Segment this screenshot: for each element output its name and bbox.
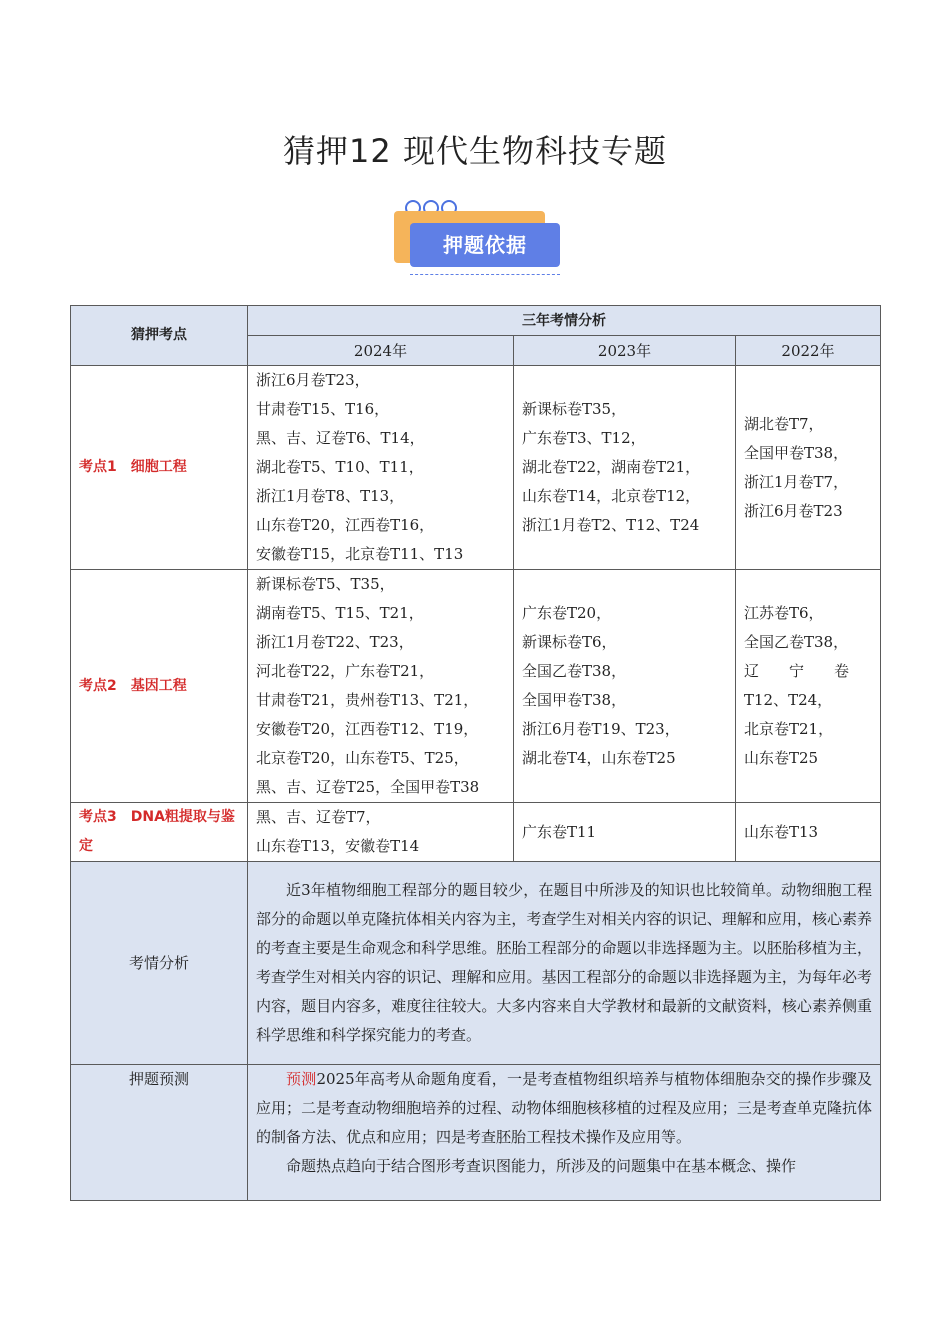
header-year-2024: 2024年 xyxy=(248,336,514,366)
prediction-lead-word: 预测 xyxy=(286,1070,317,1088)
exam-item: 湖北卷T4，山东卷T25 xyxy=(522,749,676,767)
exam-item: 山东卷T14，北京卷T12， xyxy=(522,487,701,505)
exam-item: 湖南卷T5、T15、T21， xyxy=(256,604,424,622)
exam-item: 黑、吉、辽卷T25，全国甲卷T38 xyxy=(256,778,480,796)
topic-cell: 考点2 基因工程 xyxy=(71,570,248,803)
analysis-text-cell xyxy=(248,862,881,1065)
header-analysis-title: 三年考情分析 xyxy=(248,306,881,336)
header-year-2023: 2023年 xyxy=(514,336,736,366)
exam-item: 北京卷T20，山东卷T5、T25， xyxy=(256,749,469,767)
header-year-2022: 2022年 xyxy=(736,336,881,366)
exam-item: 辽 宁 卷 xyxy=(744,662,850,680)
cell-2022 xyxy=(736,366,881,570)
exam-item: 浙江6月卷T23， xyxy=(256,371,370,389)
cell-2023 xyxy=(514,803,736,862)
exam-item: 湖北卷T5、T10、T11， xyxy=(256,458,424,476)
prediction-text-cell xyxy=(248,1065,881,1201)
exam-item: 全国乙卷T38， xyxy=(744,633,849,651)
cell-2022 xyxy=(736,570,881,803)
analysis-label: 考情分析 xyxy=(71,862,248,1065)
table-row xyxy=(71,803,881,862)
exam-item: 安徽卷T20，江西卷T12、T19， xyxy=(256,720,479,738)
cell-2024 xyxy=(248,366,514,570)
exam-item: 山东卷T13 xyxy=(744,822,819,841)
analysis-row xyxy=(71,862,881,1065)
exam-item: 湖北卷T22，湖南卷T21， xyxy=(522,458,701,476)
prediction-label: 押题预测 xyxy=(71,1065,248,1201)
exam-item: 浙江6月卷T23 xyxy=(744,501,843,520)
badge-label: 押题依据 xyxy=(410,223,560,267)
exam-item: 安徽卷T15，北京卷T11、T13 xyxy=(256,545,464,563)
exam-item: 山东卷T25 xyxy=(744,749,819,767)
exam-item: 黑、吉、辽卷T6、T14， xyxy=(256,429,425,447)
exam-item: 新课标卷T35， xyxy=(522,400,627,418)
prediction-paragraph-1 xyxy=(256,1065,872,1152)
analysis-table xyxy=(70,305,881,1201)
exam-item: 浙江1月卷T22、T23， xyxy=(256,633,414,651)
cell-2022 xyxy=(736,803,881,862)
table-row xyxy=(71,366,881,570)
exam-item: 北京卷T21， xyxy=(744,720,834,738)
exam-item: 浙江1月卷T8、T13， xyxy=(256,487,405,505)
analysis-text: 近3年植物细胞工程部分的题目较少，在题目中所涉及的知识也比较简单。动物细胞工程部分的命题以单克隆抗体相关内容为主，考查学生对相关内容的识记、理解和应用，核心素养的考查主要是生命观念和科学思维。胚胎工程部分的命题以非选择题为主。以胚胎移植为主，考查学生对相关内容的识记、理解和应用。基因工程部分的命题以非选择题为主，为每年必考内容，题目内容多，难度往往较大。大多内容来自大学教材和最新的文献资料，核心素养侧重科学思维和科学探究能力的考查。 xyxy=(256,881,873,1044)
cell-2023 xyxy=(514,570,736,803)
exam-item: 浙江1月卷T7， xyxy=(744,472,849,491)
badge-dashed-underline xyxy=(410,274,560,275)
exam-item: 浙江6月卷T19、T23， xyxy=(522,720,680,738)
exam-item: 广东卷T3、T12， xyxy=(522,429,646,447)
exam-item: 新课标卷T5、T35， xyxy=(256,575,395,593)
exam-item: 全国甲卷T38， xyxy=(522,691,627,709)
exam-item: T12、T24， xyxy=(744,691,833,709)
exam-item: 山东卷T13，安徽卷T14 xyxy=(256,837,420,855)
exam-item: 浙江1月卷T2、T12、T24 xyxy=(522,516,700,534)
exam-item: 新课标卷T6， xyxy=(522,633,617,651)
header-topic: 猜押考点 xyxy=(71,306,248,366)
exam-item: 全国乙卷T38， xyxy=(522,662,627,680)
exam-item: 河北卷T22，广东卷T21， xyxy=(256,662,435,680)
exam-item: 湖北卷T7， xyxy=(744,414,824,433)
exam-item: 甘肃卷T21，贵州卷T13、T21， xyxy=(256,691,479,709)
exam-item: 广东卷T11 xyxy=(522,822,597,841)
table-row xyxy=(71,570,881,803)
prediction-paragraph-2: 命题热点趋向于结合图形考查识图能力，所涉及的问题集中在基本概念、操作 xyxy=(286,1157,797,1175)
exam-item: 甘肃卷T15、T16， xyxy=(256,400,390,418)
section-badge xyxy=(393,196,565,282)
exam-item: 广东卷T20， xyxy=(522,604,612,622)
prediction-row xyxy=(71,1065,881,1201)
page-title: 猜押12 现代生物科技专题 xyxy=(283,132,667,170)
exam-item: 黑、吉、辽卷T7， xyxy=(256,808,381,826)
topic-cell: 考点3 DNA粗提取与鉴定 xyxy=(71,803,248,862)
prediction-text: 2025年高考从命题角度看，一是考查植物组织培养与植物体细胞杂交的操作步骤及应用；二是考查动物细胞培养的过程、动物体细胞核移植的过程及应用；三是考查单克隆抗体的制备方法、优点和应用；四是考查胚胎工程技术操作及应用等。 xyxy=(256,1070,873,1146)
cell-2023 xyxy=(514,366,736,570)
topic-cell: 考点1 细胞工程 xyxy=(71,366,248,570)
exam-item: 江苏卷T6， xyxy=(744,604,824,622)
exam-item: 山东卷T20，江西卷T16， xyxy=(256,516,435,534)
cell-2024 xyxy=(248,570,514,803)
exam-item: 全国甲卷T38， xyxy=(744,443,849,462)
cell-2024 xyxy=(248,803,514,862)
